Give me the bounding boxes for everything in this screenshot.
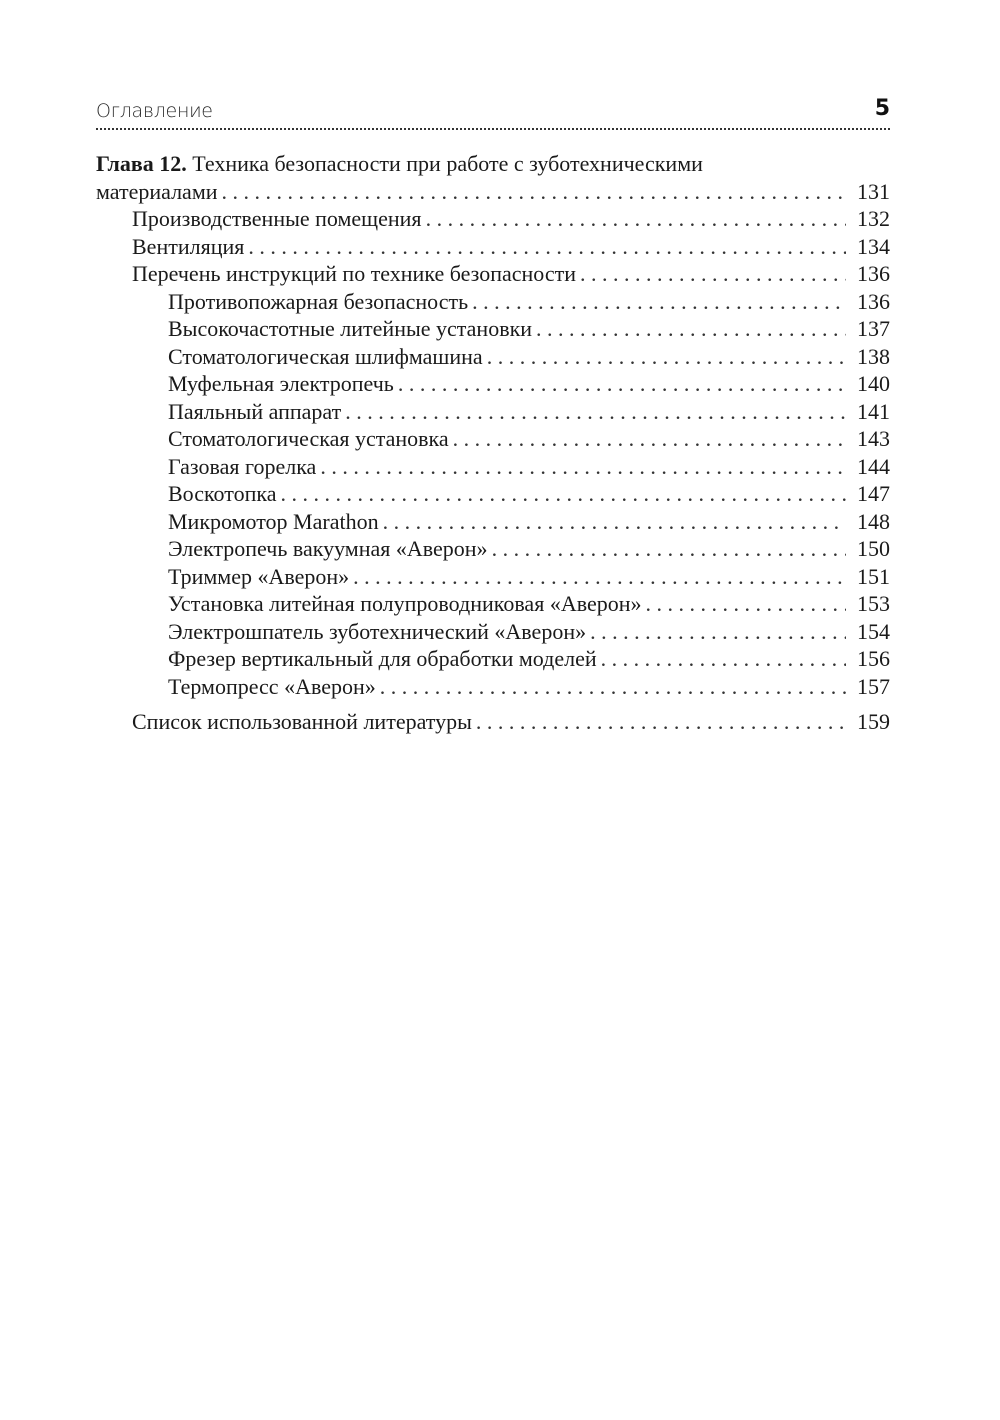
toc-entry-section[interactable] [96,233,890,261]
subsection-title: Паяльный аппарат [168,398,342,424]
subsection-page: 153 [857,591,890,616]
dot-leader [426,205,846,233]
dot-leader [320,453,846,481]
toc-entry-section[interactable] [96,260,890,288]
chapter-label: Глава 12. [96,151,187,176]
chapter-heading[interactable] [96,150,890,178]
dot-leader [281,480,847,508]
bibliography-page: 159 [857,709,890,734]
section-title: Производственные помещения [132,206,422,231]
subsection-page: 137 [857,316,890,341]
subsection-page: 148 [857,508,890,534]
dot-leader [580,260,846,288]
subsection-title: Воскотопка [168,481,277,506]
subsection-title: Высокочастотные литейные установки [168,316,533,341]
subsection-title: Термопресс «Аверон» [168,673,376,699]
dot-leader [492,535,846,563]
dot-leader [248,233,846,261]
subsection-page: 141 [857,398,890,424]
subsection-page: 138 [857,343,890,369]
toc-entry-subsection[interactable] [96,370,890,398]
subsection-page: 151 [857,563,890,589]
toc-entry-subsection[interactable] [96,343,890,371]
toc-entry-subsection[interactable] [96,535,890,563]
subsection-title: Фрезер вертикальный для обработки моделей [168,646,597,671]
dot-leader [536,315,846,343]
table-of-contents [96,150,890,736]
dot-leader [590,618,846,646]
subsection-title: Противопожарная безопасность [168,288,469,314]
toc-entry-subsection[interactable] [96,618,890,646]
running-header [96,96,890,136]
toc-entry-subsection[interactable] [96,288,890,316]
subsection-title: Триммер «Аверон» [168,563,350,589]
subsection-page: 144 [857,453,890,479]
page-number: 5 [874,96,890,121]
subsection-page: 150 [857,536,890,561]
toc-entry-subsection[interactable] [96,480,890,508]
subsection-page: 157 [857,673,890,699]
toc-entry-subsection[interactable] [96,645,890,673]
dot-leader [222,178,846,206]
subsection-page: 136 [857,288,890,314]
section-page: 136 [857,261,890,286]
toc-entry-chapter[interactable] [96,178,890,206]
dot-leader [487,343,846,371]
subsection-title: Стоматологическая шлифмашина [168,343,483,369]
header-dotted-rule [96,128,890,130]
toc-entry-subsection[interactable] [96,508,890,536]
section-title: Перечень инструкций по технике безопасности [132,261,577,286]
section-page: 134 [857,233,890,259]
chapter-title-line1: Техника безопасности при работе с зуботехническими [192,151,703,176]
subsection-page: 147 [857,481,890,506]
subsection-title: Установка литейная полупроводниковая «Аверон» [168,591,642,616]
dot-leader [383,508,846,536]
dot-leader [345,398,846,426]
dot-leader [398,370,846,398]
subsection-title: Микромотор Marathon [168,508,379,534]
toc-entry-subsection[interactable] [96,590,890,618]
running-header-title: Оглавление [96,100,213,122]
dot-leader [353,563,846,591]
section-title: Вентиляция [132,233,245,259]
dot-leader [646,590,846,618]
toc-entry-subsection[interactable] [96,425,890,453]
subsection-title: Муфельная электропечь [168,371,394,396]
toc-entry-section[interactable] [96,205,890,233]
dot-leader [472,288,846,316]
toc-entry-subsection[interactable] [96,315,890,343]
subsection-title: Электропечь вакуумная «Аверон» [168,536,488,561]
toc-entry-subsection[interactable] [96,453,890,481]
dot-leader [476,708,846,736]
subsection-title: Электрошпатель зуботехнический «Аверон» [168,618,587,644]
dot-leader [601,645,846,673]
dot-leader [453,425,846,453]
bibliography-title: Список использованной литературы [132,709,472,734]
subsection-page: 140 [857,371,890,396]
subsection-page: 143 [857,426,890,451]
subsection-title: Стоматологическая установка [168,426,449,451]
chapter-title-line2: материалами [96,178,218,204]
subsection-page: 154 [857,618,890,644]
subsection-title: Газовая горелка [168,453,317,479]
subsection-page: 156 [857,646,890,671]
dot-leader [380,673,846,701]
section-page: 132 [857,206,890,231]
toc-entry-bibliography[interactable] [96,708,890,736]
toc-entry-subsection[interactable] [96,673,890,701]
chapter-page: 131 [857,178,890,204]
toc-entry-subsection[interactable] [96,398,890,426]
toc-entry-subsection[interactable] [96,563,890,591]
